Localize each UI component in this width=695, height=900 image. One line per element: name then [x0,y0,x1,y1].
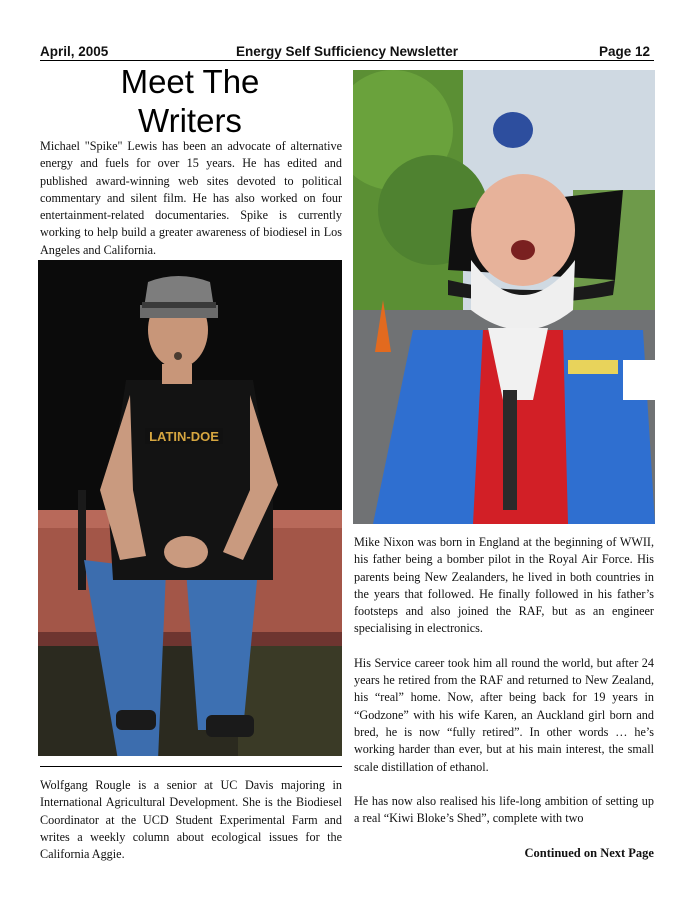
title-line-2: Writers [138,102,242,139]
header-rule [40,60,654,61]
mike-nixon-bio [354,534,654,844]
spike-bio: Michael "Spike" Lewis has been an advocate of alternative energy and fuels for over 15 years. He has edited and published award-winning web sites devoted to political commentary and silent film. He has also worked on four entertainment-related documentaries. Spike is currently working to help build a greater awareness of biodiesel in Los Angeles and California. [40,139,342,257]
wolfgang-bio: Wolfgang Rougle is a senior at UC Davis majoring in International Agricultural Development. She is the Biodiesel Coordinator at the UCD Student Experimental Farm and writes a weekly column about ecological issues for the California Aggie. [40,778,342,862]
spike-photo [38,260,342,756]
mike-bio-paragraph-1: Mike Nixon was born in England at the beginning of WWII, his father being a bomber pilot in the Royal Air Force. His parents being New Zealanders, he lived in both countries in the years that followed. He finally followed in his father’s footsteps and also joined the RAF, but as an engineer specialising in electronics. [354,535,654,636]
page-header [40,41,654,61]
caption-rule [40,766,342,767]
mike-nixon-photo [353,70,655,524]
mike-bio-paragraph-2: His Service career took him all round the world, but after 24 years he retired from the RAF and returned to New Zealand, his “real” home. Now, after being back for 19 years in “Godzone” with his wife Karen, an Auckland girl born and bred, he is now “fully retired”. In other words … he’s working harder than ever, but at his main interest, the small scale distillation of ethanol. [354,655,654,774]
title-line-1: Meet The [120,63,260,100]
section-title [40,62,340,140]
page-number: Page 12 [598,44,650,59]
continued-note: Continued on Next Page [524,846,654,860]
newsletter-title: Energy Self Sufficiency Newsletter [235,44,459,59]
issue-date: April, 2005 [40,44,109,59]
shirt-print-text: LATIN-DOE [149,429,219,444]
mike-bio-paragraph-3: He has now also realised his life-long ambition of setting up a real “Kiwi Bloke’s Shed”, complete with two [354,793,654,826]
